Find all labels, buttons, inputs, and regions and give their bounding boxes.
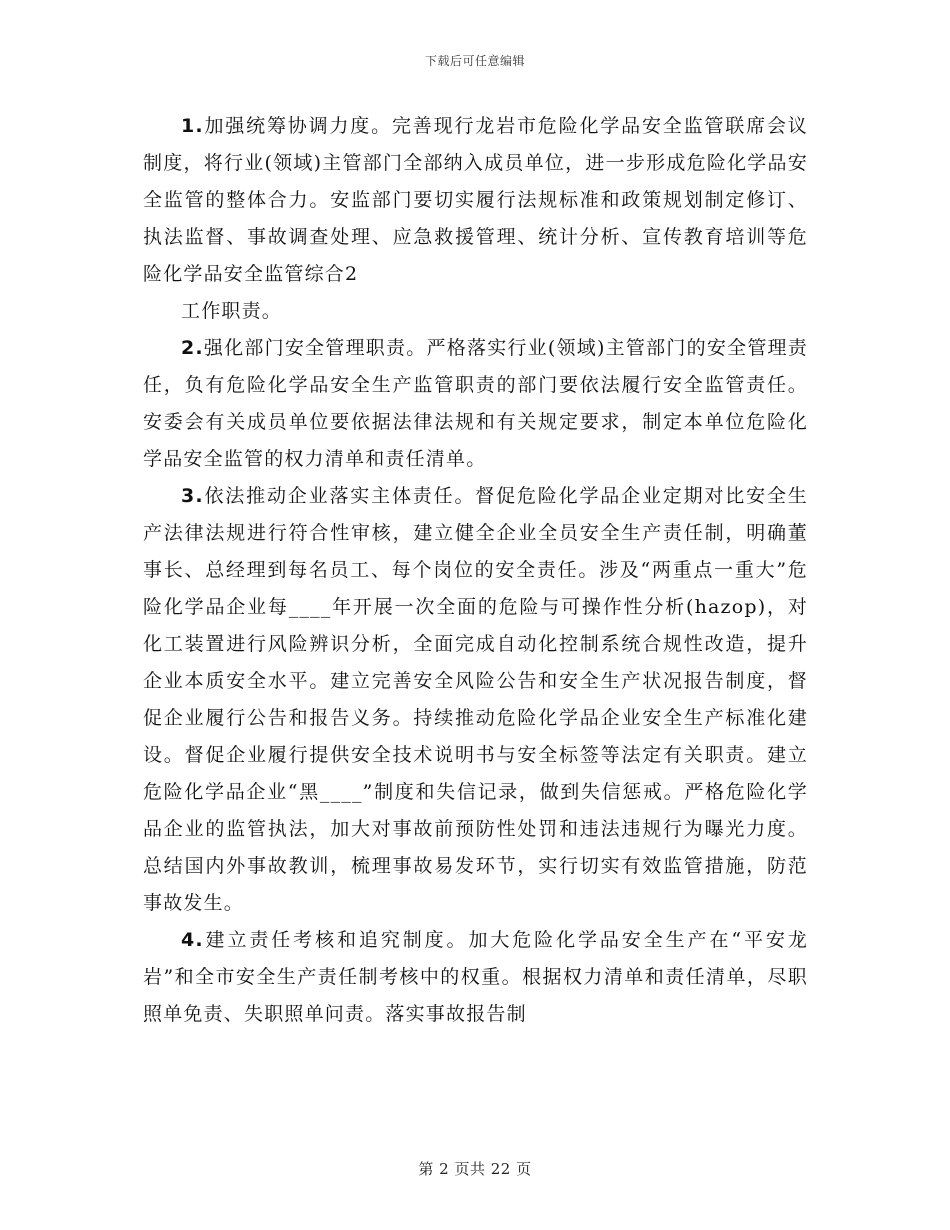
paragraph-number: 1. — [181, 115, 204, 137]
paragraph-number: 3. — [181, 485, 204, 507]
paragraph-text: 强化部门安全管理职责。严格落实行业(领域)主管部门的安全管理责任，负有危险化学品安全生产监管职责的部门要依法履行安全监管责任。安委会有关成员单位要依据法律法规和有关规定要求，制定本单位危险化学品安全监管的权力清单和责任清单。 — [143, 337, 808, 470]
paragraph-text: 建立责任考核和追究制度。加大危险化学品安全生产在“平安龙岩”和全市安全生产责任制考核中的权重。根据权力清单和责任清单，尽职照单免责、失职照单问责。落实事故报告制 — [143, 929, 808, 1025]
paragraph-text: 依法推动企业落实主体责任。督促危险化学品企业定期对比安全生产法律法规进行符合性审核，建立健全企业全员安全生产责任制，明确董事长、总经理到每名员工、每个岗位的安全责任。涉及“两重点一重大”危险化学品企业每____年开展一次全面的危险与可操作性分析(hazop)，对化工装置进行风险辨识分析，全面完成自动化控制系统合规性改造，提升企业本质安全水平。建立完善安全风险公告和安全生产状况报告制度，督促企业履行公告和报告义务。持续推动危险化学品企业安全生产标准化建设。督促企业履行提供安全技术说明书与安全标签等法定有关职责。建立危险化学品企业“黑____”制度和失信记录，做到失信惩戒。严格危险化学品企业的监管执法，加大对事故前预防性处罚和违法违规行为曝光力度。总结国内外事故教训，梳理事故易发环节，实行切实有效监管措施，防范事故发生。 — [143, 485, 808, 914]
document-body — [143, 108, 808, 1033]
paragraph-continuation — [143, 293, 808, 330]
paragraph-number: 2. — [181, 337, 204, 359]
paragraph-4 — [143, 922, 808, 1033]
paragraph-2 — [143, 330, 808, 478]
page-header: 下载后可任意编辑 — [424, 54, 525, 68]
paragraph-3 — [143, 478, 808, 922]
paragraph-number: 4. — [181, 929, 204, 951]
paragraph-1 — [143, 108, 808, 293]
paragraph-text: 工作职责。 — [181, 300, 283, 322]
page-footer: 第 2 页共 22 页 — [418, 1160, 532, 1178]
paragraph-text: 加强统筹协调力度。完善现行龙岩市危险化学品安全监管联席会议制度，将行业(领域)主管部门全部纳入成员单位，进一步形成危险化学品安全监管的整体合力。安监部门要切实履行法规标准和政策规划制定修订、执法监督、事故调查处理、应急救援管理、统计分析、宣传教育培训等危险化学品安全监管综合2 — [143, 115, 808, 285]
